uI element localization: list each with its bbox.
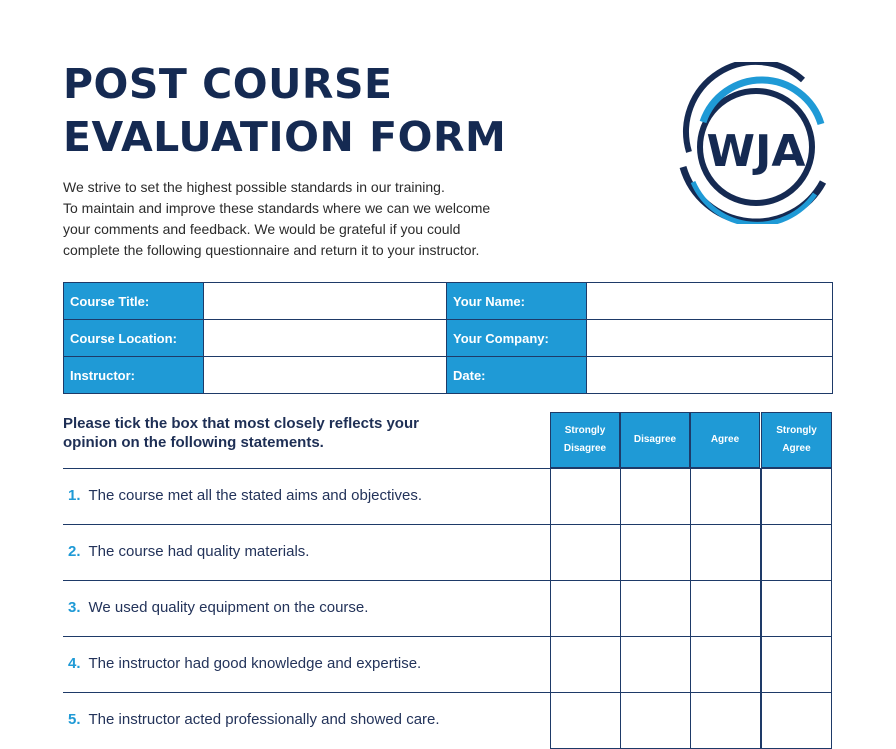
- instruction-line: opinion on the following statements.: [63, 434, 324, 451]
- course-location-label: Course Location:: [64, 320, 204, 357]
- intro-line: We strive to set the highest possible standards in our training.: [63, 179, 445, 195]
- tick-box-agree[interactable]: [690, 580, 761, 637]
- statement-number: 2.: [68, 543, 81, 560]
- header-disagree: [620, 412, 690, 468]
- statement-row: [68, 487, 422, 504]
- your-company-field[interactable]: [587, 320, 833, 357]
- instructor-field[interactable]: [204, 357, 447, 394]
- course-info-table: [63, 282, 833, 394]
- row-divider: [63, 524, 551, 525]
- header-line: Strongly: [776, 425, 817, 436]
- tick-box-agree[interactable]: [690, 468, 761, 525]
- tick-box-strongly-agree[interactable]: [761, 524, 832, 581]
- tick-box-disagree[interactable]: [620, 636, 691, 693]
- info-row: [64, 320, 833, 357]
- instructor-label: Instructor:: [64, 357, 204, 394]
- header-line: Agree: [710, 434, 740, 445]
- course-title-label: Course Title:: [64, 283, 204, 320]
- form-title: [63, 58, 506, 164]
- tick-box-disagree[interactable]: [620, 580, 691, 637]
- intro-line: To maintain and improve these standards where we can we welcome: [63, 200, 491, 216]
- tick-box-strongly-agree[interactable]: [761, 636, 832, 693]
- tick-box-agree[interactable]: [690, 636, 761, 693]
- row-divider: [63, 468, 551, 469]
- tick-box-agree[interactable]: [690, 524, 761, 581]
- info-row: [64, 357, 833, 394]
- tick-box-disagree[interactable]: [620, 468, 691, 525]
- tick-box-strongly-agree[interactable]: [761, 580, 832, 637]
- header-agree: [690, 412, 760, 468]
- wja-logo: [673, 62, 835, 224]
- info-row: [64, 283, 833, 320]
- tick-box-strongly-agree[interactable]: [761, 692, 832, 749]
- instruction-line: Please tick the box that most closely reflects your: [63, 415, 419, 432]
- tick-box-disagree[interactable]: [620, 524, 691, 581]
- row-divider: [63, 692, 551, 693]
- course-location-field[interactable]: [204, 320, 447, 357]
- statement-row: [68, 599, 368, 616]
- intro-line: your comments and feedback. We would be grateful if you could: [63, 221, 461, 237]
- statement-number: 4.: [68, 655, 81, 672]
- statement-text: The instructor acted professionally and showed care.: [88, 711, 440, 728]
- statement-row: [68, 543, 309, 560]
- row-divider: [63, 580, 551, 581]
- tick-box-strongly-disagree[interactable]: [550, 692, 621, 749]
- header-line: Strongly: [564, 425, 606, 436]
- header-line: Disagree: [563, 443, 607, 454]
- course-title-field[interactable]: [204, 283, 447, 320]
- header-strongly-disagree: [550, 412, 620, 468]
- instruction-text: [63, 414, 533, 452]
- date-label: Date:: [447, 357, 587, 394]
- statement-text: We used quality equipment on the course.: [88, 599, 369, 616]
- intro-text: [63, 177, 543, 261]
- tick-box-strongly-agree[interactable]: [761, 468, 832, 525]
- logo-text: WJA: [706, 126, 806, 177]
- statement-text: The instructor had good knowledge and expertise.: [88, 655, 422, 672]
- tick-box-agree[interactable]: [690, 692, 761, 749]
- tick-box-strongly-disagree[interactable]: [550, 468, 621, 525]
- intro-line: complete the following questionnaire and return it to your instructor.: [63, 242, 480, 258]
- your-name-field[interactable]: [587, 283, 833, 320]
- statement-text: The course met all the stated aims and objectives.: [88, 487, 423, 504]
- header-strongly-agree: [761, 412, 832, 468]
- your-name-label: Your Name:: [447, 283, 587, 320]
- statement-row: [68, 655, 421, 672]
- tick-box-disagree[interactable]: [620, 692, 691, 749]
- header-line: Agree: [782, 443, 811, 454]
- date-field[interactable]: [587, 357, 833, 394]
- tick-box-strongly-disagree[interactable]: [550, 580, 621, 637]
- statement-number: 5.: [68, 711, 81, 728]
- header-line: Disagree: [633, 434, 677, 445]
- statement-row: [68, 711, 440, 728]
- statement-number: 1.: [68, 487, 81, 504]
- title-line-1: POST COURSE: [63, 60, 393, 108]
- row-divider: [63, 636, 551, 637]
- your-company-label: Your Company:: [447, 320, 587, 357]
- tick-box-strongly-disagree[interactable]: [550, 636, 621, 693]
- statement-number: 3.: [68, 599, 81, 616]
- tick-box-strongly-disagree[interactable]: [550, 524, 621, 581]
- statement-text: The course had quality materials.: [88, 543, 310, 560]
- title-line-2: EVALUATION FORM: [63, 113, 507, 161]
